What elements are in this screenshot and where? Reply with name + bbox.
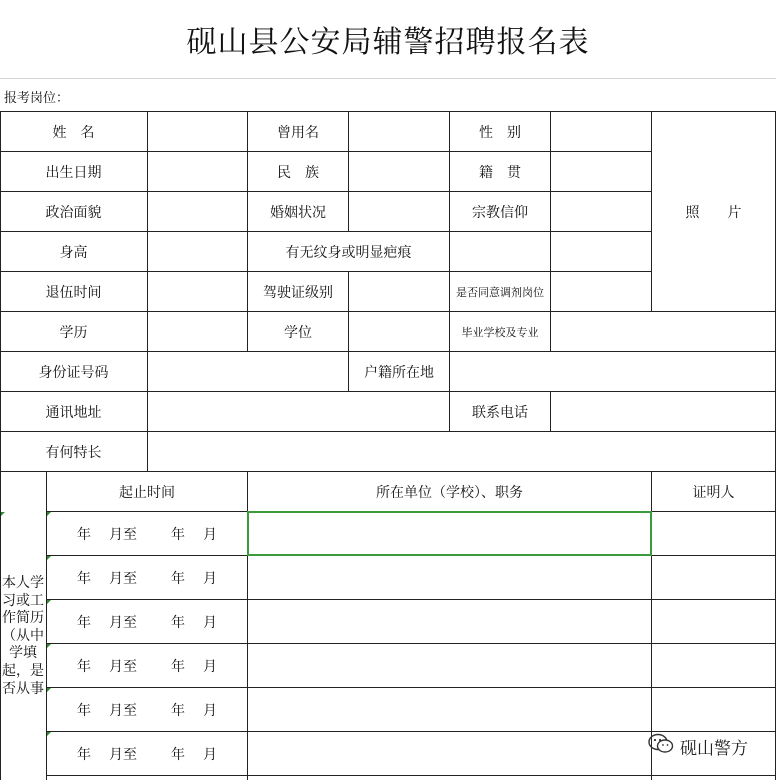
input-name[interactable] <box>148 112 247 151</box>
label-accept-transfer: 是否同意调剂岗位 <box>456 285 544 299</box>
input-discharge-time[interactable] <box>148 272 247 311</box>
wechat-icon <box>648 733 680 760</box>
input-height[interactable] <box>148 232 247 271</box>
resume-witness-cell[interactable] <box>652 600 775 643</box>
resume-period-cell[interactable]: 年 月至 年 月 <box>77 702 217 719</box>
label-specialty: 有何特长 <box>45 444 102 461</box>
label-household-location: 户籍所在地 <box>364 364 434 381</box>
form-title: 砚山县公安局辅警招聘报名表 <box>186 25 590 60</box>
label-id-number: 身份证号码 <box>38 364 109 381</box>
watermark-text: 砚山警方 <box>680 739 748 759</box>
cell-comment-marker <box>47 688 51 692</box>
input-former-name[interactable] <box>349 112 449 151</box>
label-name: 姓 名 <box>52 124 95 141</box>
label-marital-status: 婚姻状况 <box>270 204 326 221</box>
resume-period-cell[interactable]: 年 月至 年 月 <box>77 614 217 631</box>
label-discharge-time: 退伍时间 <box>45 284 102 301</box>
label-education: 学历 <box>59 324 88 341</box>
label-address: 通讯地址 <box>45 404 102 421</box>
label-school-major: 毕业学校及专业 <box>461 325 539 339</box>
input-address[interactable] <box>148 392 449 431</box>
resume-side-label: 本人学习或工作简历（从中学填起，是否从事 <box>2 575 44 697</box>
input-political-status[interactable] <box>148 192 247 231</box>
resume-period-cell[interactable]: 年 月至 年 月 <box>77 526 217 543</box>
resume-unit-cell[interactable] <box>248 644 651 687</box>
input-religion[interactable] <box>551 192 651 231</box>
label-height: 身高 <box>59 244 88 261</box>
input-tattoo-scar[interactable] <box>450 232 651 271</box>
input-phone[interactable] <box>551 392 775 431</box>
label-phone: 联系电话 <box>472 404 528 421</box>
label-tattoo-scar: 有无纹身或明显疤痕 <box>285 244 412 261</box>
label-former-name: 曾用名 <box>277 124 319 141</box>
input-id-number[interactable] <box>148 352 348 391</box>
resume-witness-cell[interactable] <box>652 688 775 731</box>
resume-col-witness: 证明人 <box>692 484 735 501</box>
input-education[interactable] <box>148 312 247 351</box>
cell-comment-marker <box>47 644 51 648</box>
resume-col-period: 起止时间 <box>119 484 175 501</box>
resume-unit-cell[interactable] <box>248 600 651 643</box>
label-gender: 性 别 <box>479 124 521 141</box>
input-specialty[interactable] <box>148 432 775 471</box>
resume-period-cell[interactable]: 年 月至 年 月 <box>77 746 217 763</box>
resume-witness-cell[interactable] <box>652 512 775 555</box>
input-school-major[interactable] <box>551 312 775 351</box>
resume-witness-cell[interactable] <box>652 556 775 599</box>
cell-comment-marker <box>47 556 51 560</box>
label-native-place: 籍 贯 <box>479 164 521 181</box>
label-ethnicity: 民 族 <box>277 164 319 181</box>
label-birth-date: 出生日期 <box>45 164 102 181</box>
watermark <box>648 733 748 760</box>
cell-comment-marker <box>47 600 51 604</box>
label-license-class: 驾驶证级别 <box>263 284 333 301</box>
resume-unit-cell[interactable] <box>248 688 651 731</box>
input-ethnicity[interactable] <box>349 152 449 191</box>
selected-cell-highlight <box>247 511 652 556</box>
cell-comment-marker <box>47 512 51 516</box>
input-household-location[interactable] <box>450 352 775 391</box>
cell-comment-marker <box>47 732 51 736</box>
title-divider <box>0 78 776 79</box>
resume-unit-cell[interactable] <box>248 732 651 775</box>
input-gender[interactable] <box>551 112 651 151</box>
resume-unit-cell[interactable] <box>248 556 651 599</box>
input-accept-transfer[interactable] <box>551 272 651 311</box>
resume-col-unit: 所在单位（学校）、职务 <box>376 484 523 501</box>
apply-position-label: 报考岗位： <box>4 91 70 106</box>
resume-witness-cell[interactable] <box>652 644 775 687</box>
input-license-class[interactable] <box>349 272 449 311</box>
label-degree: 学位 <box>284 324 312 341</box>
resume-period-cell[interactable]: 年 月至 年 月 <box>77 658 217 675</box>
label-political-status: 政治面貌 <box>45 204 102 221</box>
input-degree[interactable] <box>349 312 449 351</box>
input-marital-status[interactable] <box>349 192 449 231</box>
label-religion: 宗教信仰 <box>472 204 528 221</box>
resume-period-cell[interactable]: 年 月至 年 月 <box>77 570 217 587</box>
input-native-place[interactable] <box>551 152 651 191</box>
photo-box[interactable]: 照 片 <box>685 204 742 221</box>
cell-comment-marker <box>1 512 5 516</box>
input-birth-date[interactable] <box>148 152 247 191</box>
